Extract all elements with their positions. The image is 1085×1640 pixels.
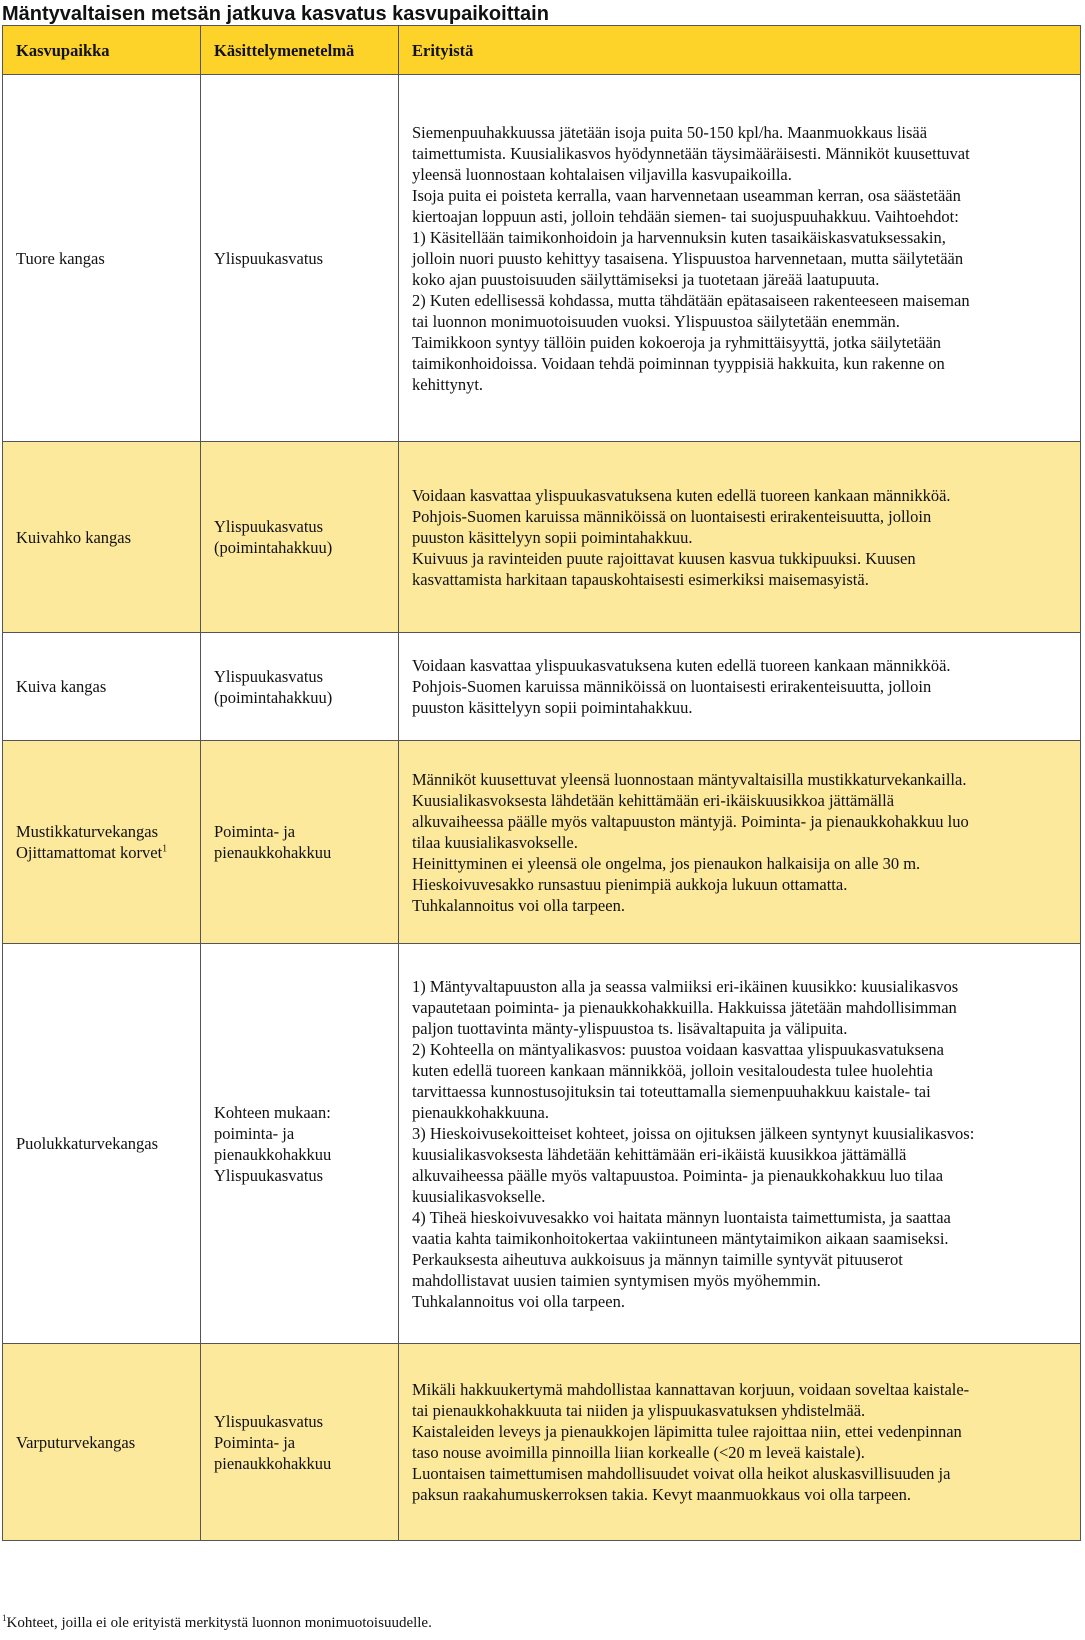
- table-row-tuore-kangas: [3, 75, 1081, 442]
- notes-line: tilaa kuusialikasvokselle.: [412, 832, 578, 852]
- notes-line: Hieskoivuvesakko runsastuu pienimpiä aukkoja lukuun ottamatta.: [412, 874, 848, 894]
- table-header-row: [3, 26, 1081, 75]
- notes-line: alkuvaiheessa päälle myös valtapuustoa. Poiminta- ja pienaukkohakkuu luo tilaa: [412, 1165, 944, 1185]
- footnote-marker: 1: [2, 1613, 7, 1623]
- method-text: Poiminta- ja: [214, 822, 296, 841]
- notes-line: 2) Kuten edellisessä kohdassa, mutta tähdätään epätasaiseen rakenteeseen maiseman: [412, 290, 970, 310]
- notes-cell: [399, 633, 1081, 741]
- notes-line: kuten edellä tuoreen kankaan männikköä, jolloin vesitaloudesta tulee huolehtia: [412, 1060, 933, 1080]
- method-text: pienaukkohakkuu: [214, 1453, 332, 1473]
- method-cell: [201, 75, 399, 442]
- header-notes: Erityistä: [399, 26, 1081, 75]
- notes-line: alkuvaiheessa päälle myös valtapuuston mäntyjä. Poiminta- ja pienaukkohakkuu luo: [412, 811, 969, 831]
- notes-line: Tuhkalannoitus voi olla tarpeen.: [412, 1291, 625, 1311]
- site-treatment-table: [2, 25, 1081, 1541]
- notes-cell: [399, 75, 1081, 442]
- notes-line: Kuivuus ja ravinteiden puute rajoittavat kuusen kasvua tukkipuuksi. Kuusen: [412, 548, 916, 568]
- site-cell: [3, 741, 201, 944]
- method-text: Ylispuukasvatus: [214, 517, 324, 536]
- notes-line: Pohjois-Suomen karuissa männiköissä on luontaisesti erirakenteisuutta, jolloin: [412, 677, 932, 696]
- notes-line: Mikäli hakkuukertymä mahdollistaa kannattavan korjuun, voidaan soveltaa kaistale-: [412, 1380, 970, 1399]
- footnote: [2, 1613, 432, 1633]
- method-text: Ylispuukasvatus: [214, 248, 324, 268]
- notes-line: kuusialikasvoksesta lähdetään kehittämään eri-ikäistä kuusikkoa jättämällä: [412, 1144, 907, 1164]
- document-title: Mäntyvaltaisen metsän jatkuva kasvatus kasvupaikoittain: [2, 3, 549, 25]
- notes-line: puuston käsittelyyn sopii poimintahakkuu.: [412, 698, 693, 717]
- method-cell: [201, 633, 399, 741]
- notes-line: Taimikkoon syntyy tällöin puiden kokoeroja ja ryhmittäisyyttä, jotka säilytetään: [412, 332, 942, 352]
- notes-line: 4) Tiheä hieskoivuvesakko voi haitata männyn luontaista taimettumista, ja saattaa: [412, 1207, 951, 1227]
- site-text: Varputurvekangas: [16, 1432, 136, 1452]
- table-row-varputurvekangas: [3, 1344, 1081, 1541]
- notes-line: kiertoajan loppuun asti, jolloin tehdään siemen- tai suojuspuuhakkuu. Vaihtoehdot:: [412, 206, 959, 226]
- site-text: Mustikkaturvekangas: [16, 822, 159, 841]
- method-cell: [201, 741, 399, 944]
- notes-line: 1) Mäntyvaltapuuston alla ja seassa valmiiksi eri-ikäinen kuusikko: kuusialikasvos: [412, 976, 959, 996]
- table-row-mustikkaturvekangas: [3, 741, 1081, 944]
- notes-line: 3) Hieskoivusekoitteiset kohteet, joissa on ojituksen jälkeen syntynyt kuusialikasvos:: [412, 1123, 975, 1143]
- method-text: Poiminta- ja: [214, 1432, 296, 1452]
- notes-line: paksun raakahumuskerroksen takia. Kevyt maanmuokkaus voi olla tarpeen.: [412, 1485, 911, 1504]
- site-text: [16, 842, 187, 863]
- method-cell: [201, 944, 399, 1344]
- notes-line: Siemenpuuhakkuussa jätetään isoja puita 50-150 kpl/ha. Maanmuokkaus lisää: [412, 122, 928, 142]
- notes-cell: [399, 442, 1081, 633]
- notes-cell: [399, 741, 1081, 944]
- table-row-kuivahko-kangas: [3, 442, 1081, 633]
- notes-line: Perkauksesta aiheutuva aukkoisuus ja männyn taimille syntyvät pituuserot: [412, 1249, 903, 1269]
- notes-line: Tuhkalannoitus voi olla tarpeen.: [412, 895, 625, 915]
- method-text: Ylispuukasvatus: [214, 666, 324, 686]
- notes-line: taimettumista. Kuusialikasvos hyödynnetään täysimääräisesti. Männiköt kuusettuvat: [412, 143, 970, 163]
- notes-line: kehittynyt.: [412, 374, 484, 394]
- notes-line: Kaistaleiden leveys ja pienaukkojen läpimitta tulee rajoittaa niin, ettei vedenpinnan: [412, 1422, 962, 1441]
- notes-line: taimikonhoidoissa. Voidaan tehdä poiminnan tyyppisiä hakkuita, kun rakenne on: [412, 353, 945, 373]
- notes-line: kasvattamista harkitaan tapauskohtaisesti esimerkiksi maisemasyistä.: [412, 569, 869, 589]
- notes-line: koko ajan puustoisuuden säilyttämiseksi ja tuotetaan järeää laatupuuta.: [412, 269, 880, 289]
- method-text: Ylispuukasvatus: [214, 1411, 324, 1431]
- notes-line: mahdollistavat uusien taimien syntymisen myös myöhemmin.: [412, 1270, 821, 1290]
- site-cell: [3, 1344, 201, 1541]
- notes-line: pienaukkohakkuuna.: [412, 1102, 550, 1122]
- notes-line: tai pienaukkohakkuuta tai niiden ja ylispuukasvatuksen yhdistelmää.: [412, 1401, 866, 1420]
- notes-cell: [399, 944, 1081, 1344]
- header-site: Kasvupaikka: [3, 26, 201, 75]
- header-method: Käsittelymenetelmä: [201, 26, 399, 75]
- method-cell: [201, 1344, 399, 1541]
- method-text: pienaukkohakkuu: [214, 843, 332, 862]
- notes-cell: [399, 1344, 1081, 1541]
- method-text: (poimintahakkuu): [214, 538, 333, 557]
- site-text: Puolukkaturvekangas: [16, 1134, 159, 1153]
- notes-line: Luontaisen taimettumisen mahdollisuudet voivat olla heikot aluskasvillisuuden ja: [412, 1464, 951, 1483]
- site-text: Tuore kangas: [16, 248, 105, 268]
- method-text: Kohteen mukaan:: [214, 1102, 331, 1122]
- notes-line: Voidaan kasvattaa ylispuukasvatuksena kuten edellä tuoreen kankaan männikköä.: [412, 485, 951, 505]
- site-text: Kuivahko kangas: [16, 527, 132, 547]
- notes-line: paljon tuottavinta mänty-ylispuustoa ts. lisävaltapuita ja välipuita.: [412, 1018, 848, 1038]
- notes-line: yleensä luonnostaan kohtalaisen viljavilla kasvupaikoilla.: [412, 164, 792, 184]
- footnote-reference: 1: [162, 843, 168, 855]
- notes-line: kuusialikasvokselle.: [412, 1186, 546, 1206]
- site-cell: [3, 944, 201, 1344]
- notes-line: vapautetaan poiminta- ja pienaukkohakkuilla. Hakkuissa jätetään mahdollisimman: [412, 997, 957, 1017]
- notes-line: 1) Käsitellään taimikonhoidoin ja harvennuksin kuten tasaikäiskasvatuksessakin,: [412, 227, 946, 247]
- footnote-text: Kohteet, joilla ei ole erityistä merkitystä luonnon monimuotoisuudelle.: [6, 1615, 432, 1631]
- notes-line: tai luonnon monimuotoisuuden vuoksi. Ylispuustoa säilytetään enemmän.: [412, 311, 900, 331]
- method-text: (poimintahakkuu): [214, 687, 333, 707]
- notes-line: taso nouse avoimilla pinnoilla liian korkealle (<20 m leveä kaistale).: [412, 1443, 865, 1462]
- site-cell: [3, 442, 201, 633]
- notes-line: Isoja puita ei poisteta kerralla, vaan harvennetaan useamman kerran, osa säästetään: [412, 185, 961, 205]
- notes-line: Kuusialikasvoksesta lähdetään kehittämään eri-ikäiskuusikkoa jättämällä: [412, 790, 895, 810]
- method-text: Ylispuukasvatus: [214, 1165, 324, 1185]
- method-cell: [201, 442, 399, 633]
- method-text: pienaukkohakkuu: [214, 1144, 332, 1164]
- notes-line: Männiköt kuusettuvat yleensä luonnostaan mäntyvaltaisilla mustikkaturvekankailla.: [412, 769, 967, 789]
- notes-line: Heinittyminen ei yleensä ole ongelma, jos pienaukon halkaisija on alle 30 m.: [412, 853, 921, 873]
- table-row-kuiva-kangas: [3, 633, 1081, 741]
- notes-line: 2) Kohteella on mäntyalikasvos: puustoa voidaan kasvattaa ylispuukasvatuksena: [412, 1039, 944, 1059]
- notes-line: Pohjois-Suomen karuissa männiköissä on luontaisesti erirakenteisuutta, jolloin: [412, 506, 932, 526]
- table-row-puolukkaturvekangas: [3, 944, 1081, 1344]
- notes-line: Voidaan kasvattaa ylispuukasvatuksena kuten edellä tuoreen kankaan männikköä.: [412, 656, 951, 675]
- notes-line: tarvittaessa kunnostusojituksin tai toteuttamalla siemenpuuhakkuu kaistale- tai: [412, 1081, 931, 1101]
- notes-line: vaatia kahta taimikonhoitokertaa vakiintuneen mäntytaimikon aikaan saamiseksi.: [412, 1228, 949, 1248]
- notes-line: puuston käsittelyyn sopii poimintahakkuu.: [412, 527, 693, 547]
- site-cell: [3, 75, 201, 442]
- notes-line: jolloin nuori puusto kehittyy tasaisena. Ylispuustoa harvennetaan, mutta säilytetään: [412, 248, 964, 268]
- site-cell: [3, 633, 201, 741]
- site-text: Kuiva kangas: [16, 677, 107, 696]
- site-text-part: Ojittamattomat korvet: [16, 843, 163, 862]
- method-text: poiminta- ja: [214, 1123, 295, 1143]
